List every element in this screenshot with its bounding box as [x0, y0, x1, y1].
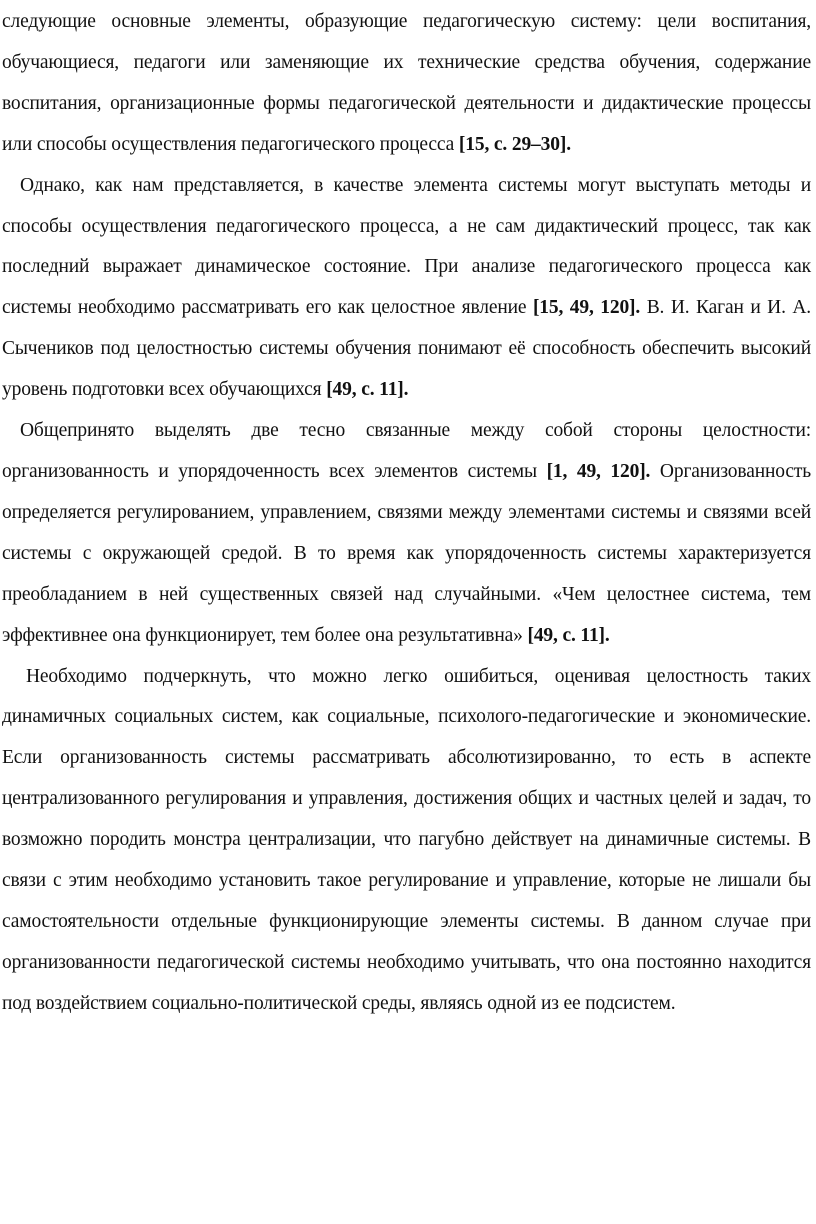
paragraph-2 [2, 166, 811, 411]
citation-1-49-120: [1, 49, 120]. [546, 460, 651, 482]
paragraph-3-text: Общепринято выделять две тесно связанные между собой стороны целостности: организованность и упорядоченность всех элементов системы [2, 420, 811, 482]
citation-15-29-30: [15, с. 29–30]. [458, 133, 571, 155]
paragraph-3-text-continued: Организованность определяется регулированием, управлением, связями между элементами системы и связями всей системы с окружающей средой. В то время как упорядоченность системы характеризуется преобладанием в ней существенных связей над случайными. «Чем целостнее система, тем эффективнее она функционирует, тем более она результативна» [2, 460, 811, 646]
citation-49-11: [49, с. 11]. [326, 379, 409, 401]
paragraph-2-text-continued: В. И. Каган и И. А. Сычеников под целостностью системы обучения понимают её способность обеспечить высокий уровень подготовки всех обучающихся [2, 297, 812, 401]
citation-49-11-second: [49, с. 11]. [527, 624, 610, 646]
paragraph-4 [2, 657, 811, 1025]
paragraph-4-text: Необходимо подчеркнуть, что можно легко ошибиться, оценивая целостность таких динамичных социальных систем, как социальные, психолого-педагогические и экономические. Если организованность системы рассматривать абсолютизированно, то есть в аспекте централизованного регулирования и управления, достижения общих и частных целей и задач, то возможно породить монстра централизации, что пагубно действует на динамичные системы. В связи с этим необходимо установить такое регулирование и управление, которые не лишали бы самостоятельности отдельные функционирующие элементы системы. В данном случае при организованности педагогической системы необходимо учитывать, что она постоянно находится под воздействием социально-политической среды, являясь одной из ее подсистем. [2, 665, 811, 1014]
citation-15-49-120: [15, 49, 120]. [532, 297, 641, 319]
paragraph-3 [2, 411, 811, 656]
paragraph-1 [2, 2, 811, 166]
paragraph-1-text: следующие основные элементы, образующие педагогическую систему: цели воспитания, обучающиеся, педагоги или заменяющие их технические средства обучения, содержание воспитания, организационные формы педагогической деятельности и дидактические процессы или способы осуществления педагогического процесса [2, 11, 811, 155]
paragraph-2-text: Однако, как нам представляется, в качестве элемента системы могут выступать методы и способы осуществления педагогического процесса, а не сам дидактический процесс, так как последний выражает динамическое состояние. При анализе педагогического процесса как системы необходимо рассматривать его как целостное явление [2, 174, 811, 319]
